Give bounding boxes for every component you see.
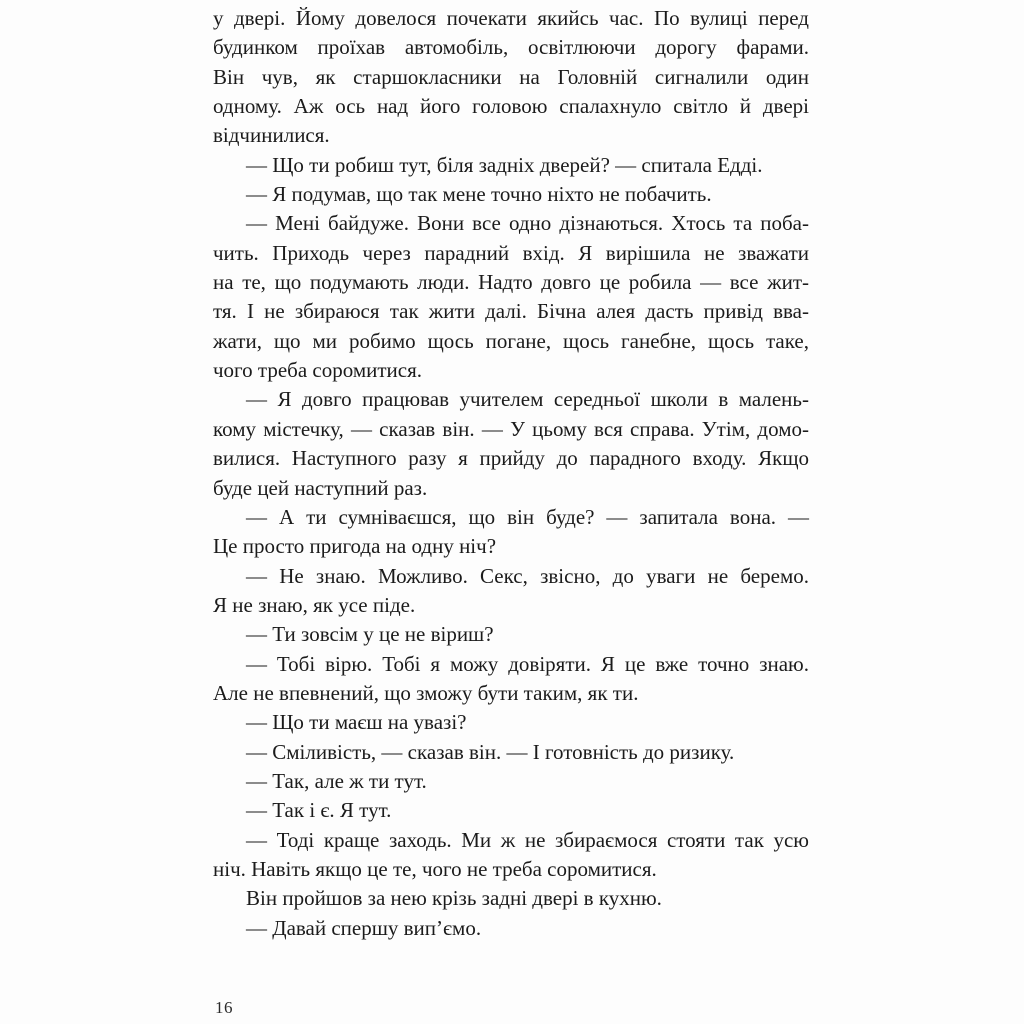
text-line: — А ти сумніваєшся, що він буде? — запитала вона. — xyxy=(246,504,809,529)
text-line: у двері. Йому довелося почекати якийсь час. По вулиці перед xyxy=(213,6,809,30)
text-line: будинком проїхав автомобіль, освітлюючи дорогу фарами. xyxy=(213,35,809,60)
text-line: — Так і є. Я тут. xyxy=(246,798,392,823)
text-line: на те, що подумають люди. Надто довго це робила — все жит- xyxy=(213,270,809,295)
text-line: — Тобі вірю. Тобі я можу довіряти. Я це вже точно знаю. xyxy=(246,651,809,676)
text-line: одному. Аж ось над його головою спалахнуло світло й двері xyxy=(213,94,809,119)
text-line: — Я подумав, що так мене точно ніхто не побачить. xyxy=(246,182,712,207)
text-line: Він пройшов за нею крізь задні двері в кухню. xyxy=(246,886,662,911)
text-line: — Що ти маєш на увазі? xyxy=(246,710,467,735)
text-line: — Тоді краще заходь. Ми ж не збираємося стояти так усю xyxy=(246,827,809,852)
text-line: — Так, але ж ти тут. xyxy=(246,768,427,793)
text-line: ніч. Навіть якщо це те, чого не треба соромитися. xyxy=(213,856,657,881)
text-line: Він чув, як старшокласники на Головній сигналили один xyxy=(213,64,809,89)
text-line: відчинилися. xyxy=(213,123,330,148)
text-line: чить. Приходь через парадний вхід. Я вирішила не зважати xyxy=(213,240,809,265)
text-line: буде цей наступний раз. xyxy=(213,475,428,500)
text-line: жати, що ми робимо щось погане, щось ганебне, щось таке, xyxy=(213,328,809,353)
text-line: Але не впевнений, що зможу бути таким, як ти. xyxy=(213,680,639,705)
text-line: — Ти зовсім у це не віриш? xyxy=(246,622,494,647)
text-line: Я не знаю, як усе піде. xyxy=(213,592,416,617)
text-line: чого треба соромитися. xyxy=(213,358,423,383)
page-text xyxy=(213,4,809,943)
text-line: — Не знаю. Можливо. Секс, звісно, до уваги не беремо. xyxy=(246,563,809,588)
text-line: — Я довго працював учителем середньої школи в малень- xyxy=(246,387,809,412)
page-number: 16 xyxy=(215,998,233,1017)
text-line: тя. І не збираюся так жити далі. Бічна алея дасть привід вва- xyxy=(213,299,809,324)
text-line: Це просто пригода на одну ніч? xyxy=(213,534,497,559)
text-line: — Що ти робиш тут, біля задніх дверей? — спитала Едді. xyxy=(246,152,763,177)
text-line: — Мені байдуже. Вони все одно дізнаються. Хтось та поба- xyxy=(246,211,809,236)
text-line: — Давай спершу вип’ємо. xyxy=(246,915,482,940)
text-line: вилися. Наступного разу я прийду до парадного входу. Якщо xyxy=(213,446,809,471)
text-line: — Сміливість, — сказав він. — І готовність до ризику. xyxy=(246,739,735,764)
text-line: кому містечку, — сказав він. — У цьому вся справа. Утім, домо- xyxy=(213,416,809,441)
